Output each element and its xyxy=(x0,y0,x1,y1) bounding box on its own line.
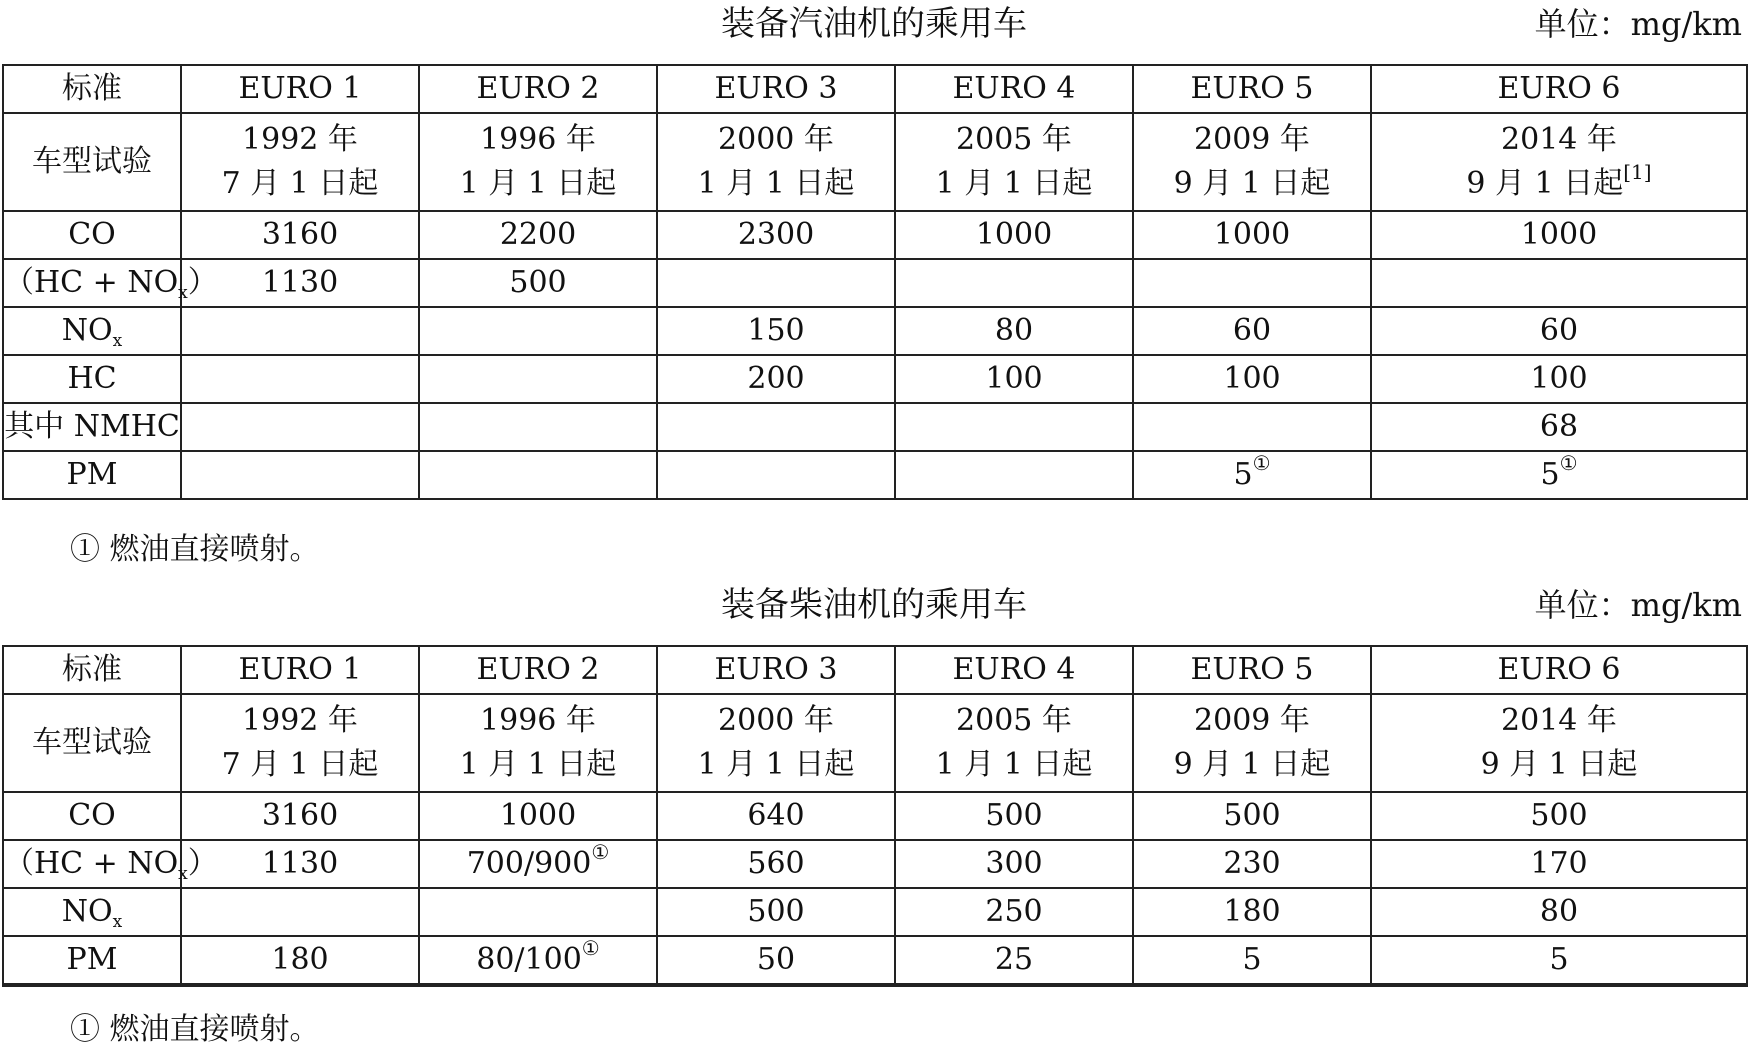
petrol-pollutant-label xyxy=(3,307,181,355)
petrol-value: 100 xyxy=(985,361,1043,396)
diesel-value-cell xyxy=(419,792,657,840)
diesel-value-cell xyxy=(895,936,1133,985)
diesel-pollutant-label xyxy=(3,936,181,985)
diesel-value: 3160 xyxy=(261,798,339,833)
petrol-date-cell-4 xyxy=(895,113,1133,211)
diesel-table-title: 装备柴油机的乘用车 xyxy=(721,585,1027,625)
diesel-standard-4: EURO 4 xyxy=(895,646,1133,694)
diesel-date-year: 1992 年 xyxy=(242,703,358,738)
diesel-pollutant-name: NO xyxy=(61,894,113,929)
diesel-value: 500 xyxy=(985,798,1043,833)
petrol-pollutant-subscript: x xyxy=(112,331,123,351)
diesel-value-note: ① xyxy=(591,840,610,864)
petrol-value-cell xyxy=(1133,451,1371,499)
diesel-pollutant-name: （HC + NO xyxy=(4,846,179,881)
petrol-value-cell xyxy=(895,403,1133,451)
diesel-date-year: 2005 年 xyxy=(956,703,1072,738)
diesel-date-cell-2 xyxy=(419,694,657,792)
diesel-value-cell xyxy=(1133,888,1371,936)
petrol-value-cell xyxy=(657,451,895,499)
diesel-standard-2: EURO 2 xyxy=(419,646,657,694)
petrol-value: 2200 xyxy=(499,217,577,252)
diesel-date-day: 7 月 1 日起 xyxy=(221,747,379,782)
petrol-date-cell-1 xyxy=(181,113,419,211)
petrol-value-cell xyxy=(657,259,895,307)
petrol-value: 3160 xyxy=(261,217,339,252)
diesel-date-day: 1 月 1 日起 xyxy=(459,747,617,782)
petrol-standard-1: EURO 1 xyxy=(181,65,419,113)
petrol-date-year: 1996 年 xyxy=(480,122,596,157)
diesel-pollutant-name: CO xyxy=(68,798,116,833)
diesel-date-cell-3 xyxy=(657,694,895,792)
petrol-date-day: 1 月 1 日起 xyxy=(935,166,1093,201)
diesel-pollutant-paren: ） xyxy=(187,846,218,881)
petrol-pollutant-row xyxy=(3,451,1747,499)
diesel-value: 180 xyxy=(1223,894,1281,929)
diesel-value-cell xyxy=(1371,840,1747,888)
diesel-value-cell xyxy=(419,888,657,936)
diesel-value-cell xyxy=(1371,792,1747,840)
petrol-date-row xyxy=(3,113,1747,211)
petrol-value: 500 xyxy=(509,265,567,300)
petrol-pollutant-row xyxy=(3,211,1747,259)
diesel-value-cell xyxy=(895,888,1133,936)
petrol-value: 150 xyxy=(747,313,805,348)
petrol-header-row xyxy=(3,65,1747,113)
diesel-value: 250 xyxy=(985,894,1043,929)
diesel-date-cell-4 xyxy=(895,694,1133,792)
diesel-emissions-table xyxy=(2,645,1748,987)
petrol-pollutant-name: PM xyxy=(66,457,118,492)
diesel-date-day-line xyxy=(1372,743,1746,787)
petrol-value: 1130 xyxy=(261,265,339,300)
diesel-pollutant-label xyxy=(3,888,181,936)
petrol-value-cell xyxy=(419,403,657,451)
petrol-value-cell xyxy=(419,451,657,499)
petrol-value-cell xyxy=(1371,403,1747,451)
diesel-caption xyxy=(0,581,1748,629)
petrol-table-body xyxy=(3,65,1747,499)
petrol-pollutant-label xyxy=(3,211,181,259)
petrol-value-cell xyxy=(1371,307,1747,355)
petrol-date-day: 1 月 1 日起 xyxy=(697,166,855,201)
diesel-value: 500 xyxy=(747,894,805,929)
diesel-value: 300 xyxy=(985,846,1043,881)
petrol-pollutant-name: 其中 NMHC xyxy=(4,409,180,444)
diesel-value: 80 xyxy=(1539,894,1579,929)
diesel-date-day-line xyxy=(896,743,1132,787)
diesel-date-year: 2000 年 xyxy=(718,703,834,738)
diesel-date-day-line xyxy=(658,743,894,787)
petrol-pollutant-label xyxy=(3,403,181,451)
petrol-pollutant-row xyxy=(3,355,1747,403)
petrol-pollutant-subscript: x xyxy=(178,283,188,303)
diesel-pollutant-label xyxy=(3,792,181,840)
petrol-pollutant-name: CO xyxy=(68,217,116,252)
petrol-value-cell xyxy=(895,355,1133,403)
petrol-table-title: 装备汽油机的乘用车 xyxy=(721,4,1027,44)
petrol-date-day: 9 月 1 日起 xyxy=(1466,166,1624,201)
diesel-value: 1000 xyxy=(499,798,577,833)
petrol-standard-3: EURO 3 xyxy=(657,65,895,113)
petrol-date-label: 车型试验 xyxy=(3,113,181,211)
petrol-date-day: 7 月 1 日起 xyxy=(221,166,379,201)
petrol-date-cell-6 xyxy=(1371,113,1747,211)
diesel-value: 230 xyxy=(1223,846,1281,881)
petrol-standard-2: EURO 2 xyxy=(419,65,657,113)
petrol-value-cell xyxy=(1371,211,1747,259)
petrol-pollutant-name: HC xyxy=(67,361,117,396)
diesel-value-cell xyxy=(1371,936,1747,985)
diesel-date-cell-5 xyxy=(1133,694,1371,792)
petrol-date-cell-3 xyxy=(657,113,895,211)
petrol-pollutant-label xyxy=(3,451,181,499)
diesel-date-day: 1 月 1 日起 xyxy=(697,747,855,782)
petrol-value-cell xyxy=(895,451,1133,499)
diesel-footnote: ① 燃油直接喷射。 xyxy=(70,1012,320,1047)
petrol-value-cell xyxy=(1133,355,1371,403)
petrol-value: 68 xyxy=(1539,409,1579,444)
diesel-value: 500 xyxy=(1530,798,1588,833)
petrol-value: 200 xyxy=(747,361,805,396)
diesel-header-row xyxy=(3,646,1747,694)
diesel-value: 700/900 xyxy=(466,846,592,881)
petrol-date-day-line xyxy=(1134,162,1370,206)
diesel-date-row xyxy=(3,694,1747,792)
petrol-date-year: 2000 年 xyxy=(718,122,834,157)
petrol-value-cell xyxy=(895,211,1133,259)
diesel-value-cell xyxy=(895,792,1133,840)
petrol-pollutant-name: （HC + NO xyxy=(4,265,179,300)
diesel-value-cell xyxy=(657,840,895,888)
diesel-value-cell xyxy=(895,840,1133,888)
diesel-table-body xyxy=(3,646,1747,985)
diesel-value-cell xyxy=(1371,888,1747,936)
diesel-pollutant-row xyxy=(3,888,1747,936)
diesel-date-cell-6 xyxy=(1371,694,1747,792)
diesel-standard-5: EURO 5 xyxy=(1133,646,1371,694)
petrol-value-cell xyxy=(895,307,1133,355)
diesel-value-cell xyxy=(1133,840,1371,888)
petrol-value-cell xyxy=(657,355,895,403)
diesel-value: 5 xyxy=(1549,942,1569,977)
diesel-value-cell xyxy=(181,792,419,840)
petrol-value-cell xyxy=(181,403,419,451)
petrol-value-note: ① xyxy=(1559,451,1578,475)
diesel-pollutant-subscript: x xyxy=(112,912,123,932)
diesel-value-note: ① xyxy=(581,936,600,960)
diesel-date-day: 9 月 1 日起 xyxy=(1480,747,1638,782)
diesel-value: 640 xyxy=(747,798,805,833)
diesel-date-year: 1996 年 xyxy=(480,703,596,738)
diesel-value: 80/100 xyxy=(476,942,582,977)
petrol-value-cell xyxy=(1371,355,1747,403)
petrol-standard-5: EURO 5 xyxy=(1133,65,1371,113)
petrol-date-day-line xyxy=(658,162,894,206)
petrol-value: 100 xyxy=(1530,361,1588,396)
diesel-value: 180 xyxy=(271,942,329,977)
petrol-date-day-line xyxy=(182,162,418,206)
petrol-pollutant-name: NO xyxy=(61,313,113,348)
petrol-footnote: ① 燃油直接喷射。 xyxy=(70,532,320,567)
diesel-value-cell xyxy=(181,888,419,936)
petrol-value-cell xyxy=(1133,259,1371,307)
petrol-emissions-table xyxy=(2,64,1748,500)
diesel-date-day-line xyxy=(420,743,656,787)
petrol-pollutant-row xyxy=(3,403,1747,451)
petrol-date-day-line xyxy=(896,162,1132,206)
petrol-header-label: 标准 xyxy=(3,65,181,113)
petrol-value-cell xyxy=(657,307,895,355)
diesel-pollutant-row xyxy=(3,840,1747,888)
diesel-pollutant-name: PM xyxy=(66,942,118,977)
petrol-value: 60 xyxy=(1232,313,1272,348)
petrol-value-cell xyxy=(657,211,895,259)
petrol-value: 5 xyxy=(1540,457,1560,492)
diesel-pollutant-row xyxy=(3,936,1747,985)
petrol-value: 5 xyxy=(1233,457,1253,492)
diesel-value-cell xyxy=(657,936,895,985)
petrol-pollutant-paren: ） xyxy=(187,265,218,300)
petrol-value-cell xyxy=(419,355,657,403)
petrol-value-cell xyxy=(895,259,1133,307)
diesel-value: 560 xyxy=(747,846,805,881)
diesel-value: 500 xyxy=(1223,798,1281,833)
petrol-date-year: 2005 年 xyxy=(956,122,1072,157)
diesel-date-day: 1 月 1 日起 xyxy=(935,747,1093,782)
petrol-value: 1000 xyxy=(1213,217,1291,252)
diesel-standard-3: EURO 3 xyxy=(657,646,895,694)
petrol-value: 80 xyxy=(994,313,1034,348)
diesel-value-cell xyxy=(1133,792,1371,840)
petrol-value-cell xyxy=(657,403,895,451)
diesel-date-cell-1 xyxy=(181,694,419,792)
petrol-pollutant-label xyxy=(3,259,218,307)
petrol-standard-4: EURO 4 xyxy=(895,65,1133,113)
petrol-value-cell xyxy=(1133,307,1371,355)
diesel-value-cell xyxy=(419,840,657,888)
petrol-standard-6: EURO 6 xyxy=(1371,65,1747,113)
diesel-date-day-line xyxy=(182,743,418,787)
diesel-value: 25 xyxy=(994,942,1034,977)
petrol-pollutant-row xyxy=(3,259,1747,307)
petrol-value: 60 xyxy=(1539,313,1579,348)
petrol-unit-label: 单位：mg/km xyxy=(1534,5,1742,43)
diesel-header-label: 标准 xyxy=(3,646,181,694)
diesel-standard-6: EURO 6 xyxy=(1371,646,1747,694)
petrol-value-cell xyxy=(181,355,419,403)
petrol-date-year: 2009 年 xyxy=(1194,122,1310,157)
petrol-value: 1000 xyxy=(975,217,1053,252)
diesel-pollutant-row xyxy=(3,792,1747,840)
petrol-date-day: 1 月 1 日起 xyxy=(459,166,617,201)
diesel-date-label: 车型试验 xyxy=(3,694,181,792)
petrol-value-cell xyxy=(419,259,657,307)
petrol-value: 100 xyxy=(1223,361,1281,396)
petrol-date-year: 2014 年 xyxy=(1501,122,1617,157)
diesel-value: 50 xyxy=(756,942,796,977)
petrol-value-cell xyxy=(181,307,419,355)
diesel-value-cell xyxy=(419,936,657,985)
diesel-value: 1130 xyxy=(261,846,339,881)
petrol-date-cell-5 xyxy=(1133,113,1371,211)
petrol-value-cell xyxy=(1133,403,1371,451)
petrol-caption xyxy=(0,0,1748,48)
petrol-value-cell xyxy=(1371,451,1747,499)
petrol-date-cell-2 xyxy=(419,113,657,211)
petrol-value: 1000 xyxy=(1520,217,1598,252)
diesel-value: 5 xyxy=(1242,942,1262,977)
diesel-value-cell xyxy=(657,792,895,840)
diesel-value-cell xyxy=(657,888,895,936)
petrol-value: 2300 xyxy=(737,217,815,252)
petrol-pollutant-label xyxy=(3,355,181,403)
diesel-date-year: 2014 年 xyxy=(1501,703,1617,738)
diesel-date-day-line xyxy=(1134,743,1370,787)
petrol-value-cell xyxy=(419,211,657,259)
diesel-date-year: 2009 年 xyxy=(1194,703,1310,738)
petrol-date-day: 9 月 1 日起 xyxy=(1173,166,1331,201)
petrol-date-day-line xyxy=(1372,162,1746,206)
petrol-value-note: ① xyxy=(1252,451,1271,475)
diesel-standard-1: EURO 1 xyxy=(181,646,419,694)
petrol-date-note: [1] xyxy=(1623,160,1652,184)
petrol-value-cell xyxy=(181,211,419,259)
petrol-value-cell xyxy=(1133,211,1371,259)
diesel-value-cell xyxy=(1133,936,1371,985)
diesel-date-day: 9 月 1 日起 xyxy=(1173,747,1331,782)
petrol-value-cell xyxy=(419,307,657,355)
diesel-unit-label: 单位：mg/km xyxy=(1534,586,1742,624)
petrol-date-day-line xyxy=(420,162,656,206)
petrol-value-cell xyxy=(1371,259,1747,307)
diesel-value: 170 xyxy=(1530,846,1588,881)
petrol-pollutant-row xyxy=(3,307,1747,355)
petrol-date-year: 1992 年 xyxy=(242,122,358,157)
diesel-value-cell xyxy=(181,936,419,985)
diesel-pollutant-subscript: x xyxy=(178,864,188,884)
petrol-value-cell xyxy=(181,451,419,499)
diesel-pollutant-label xyxy=(3,840,218,888)
